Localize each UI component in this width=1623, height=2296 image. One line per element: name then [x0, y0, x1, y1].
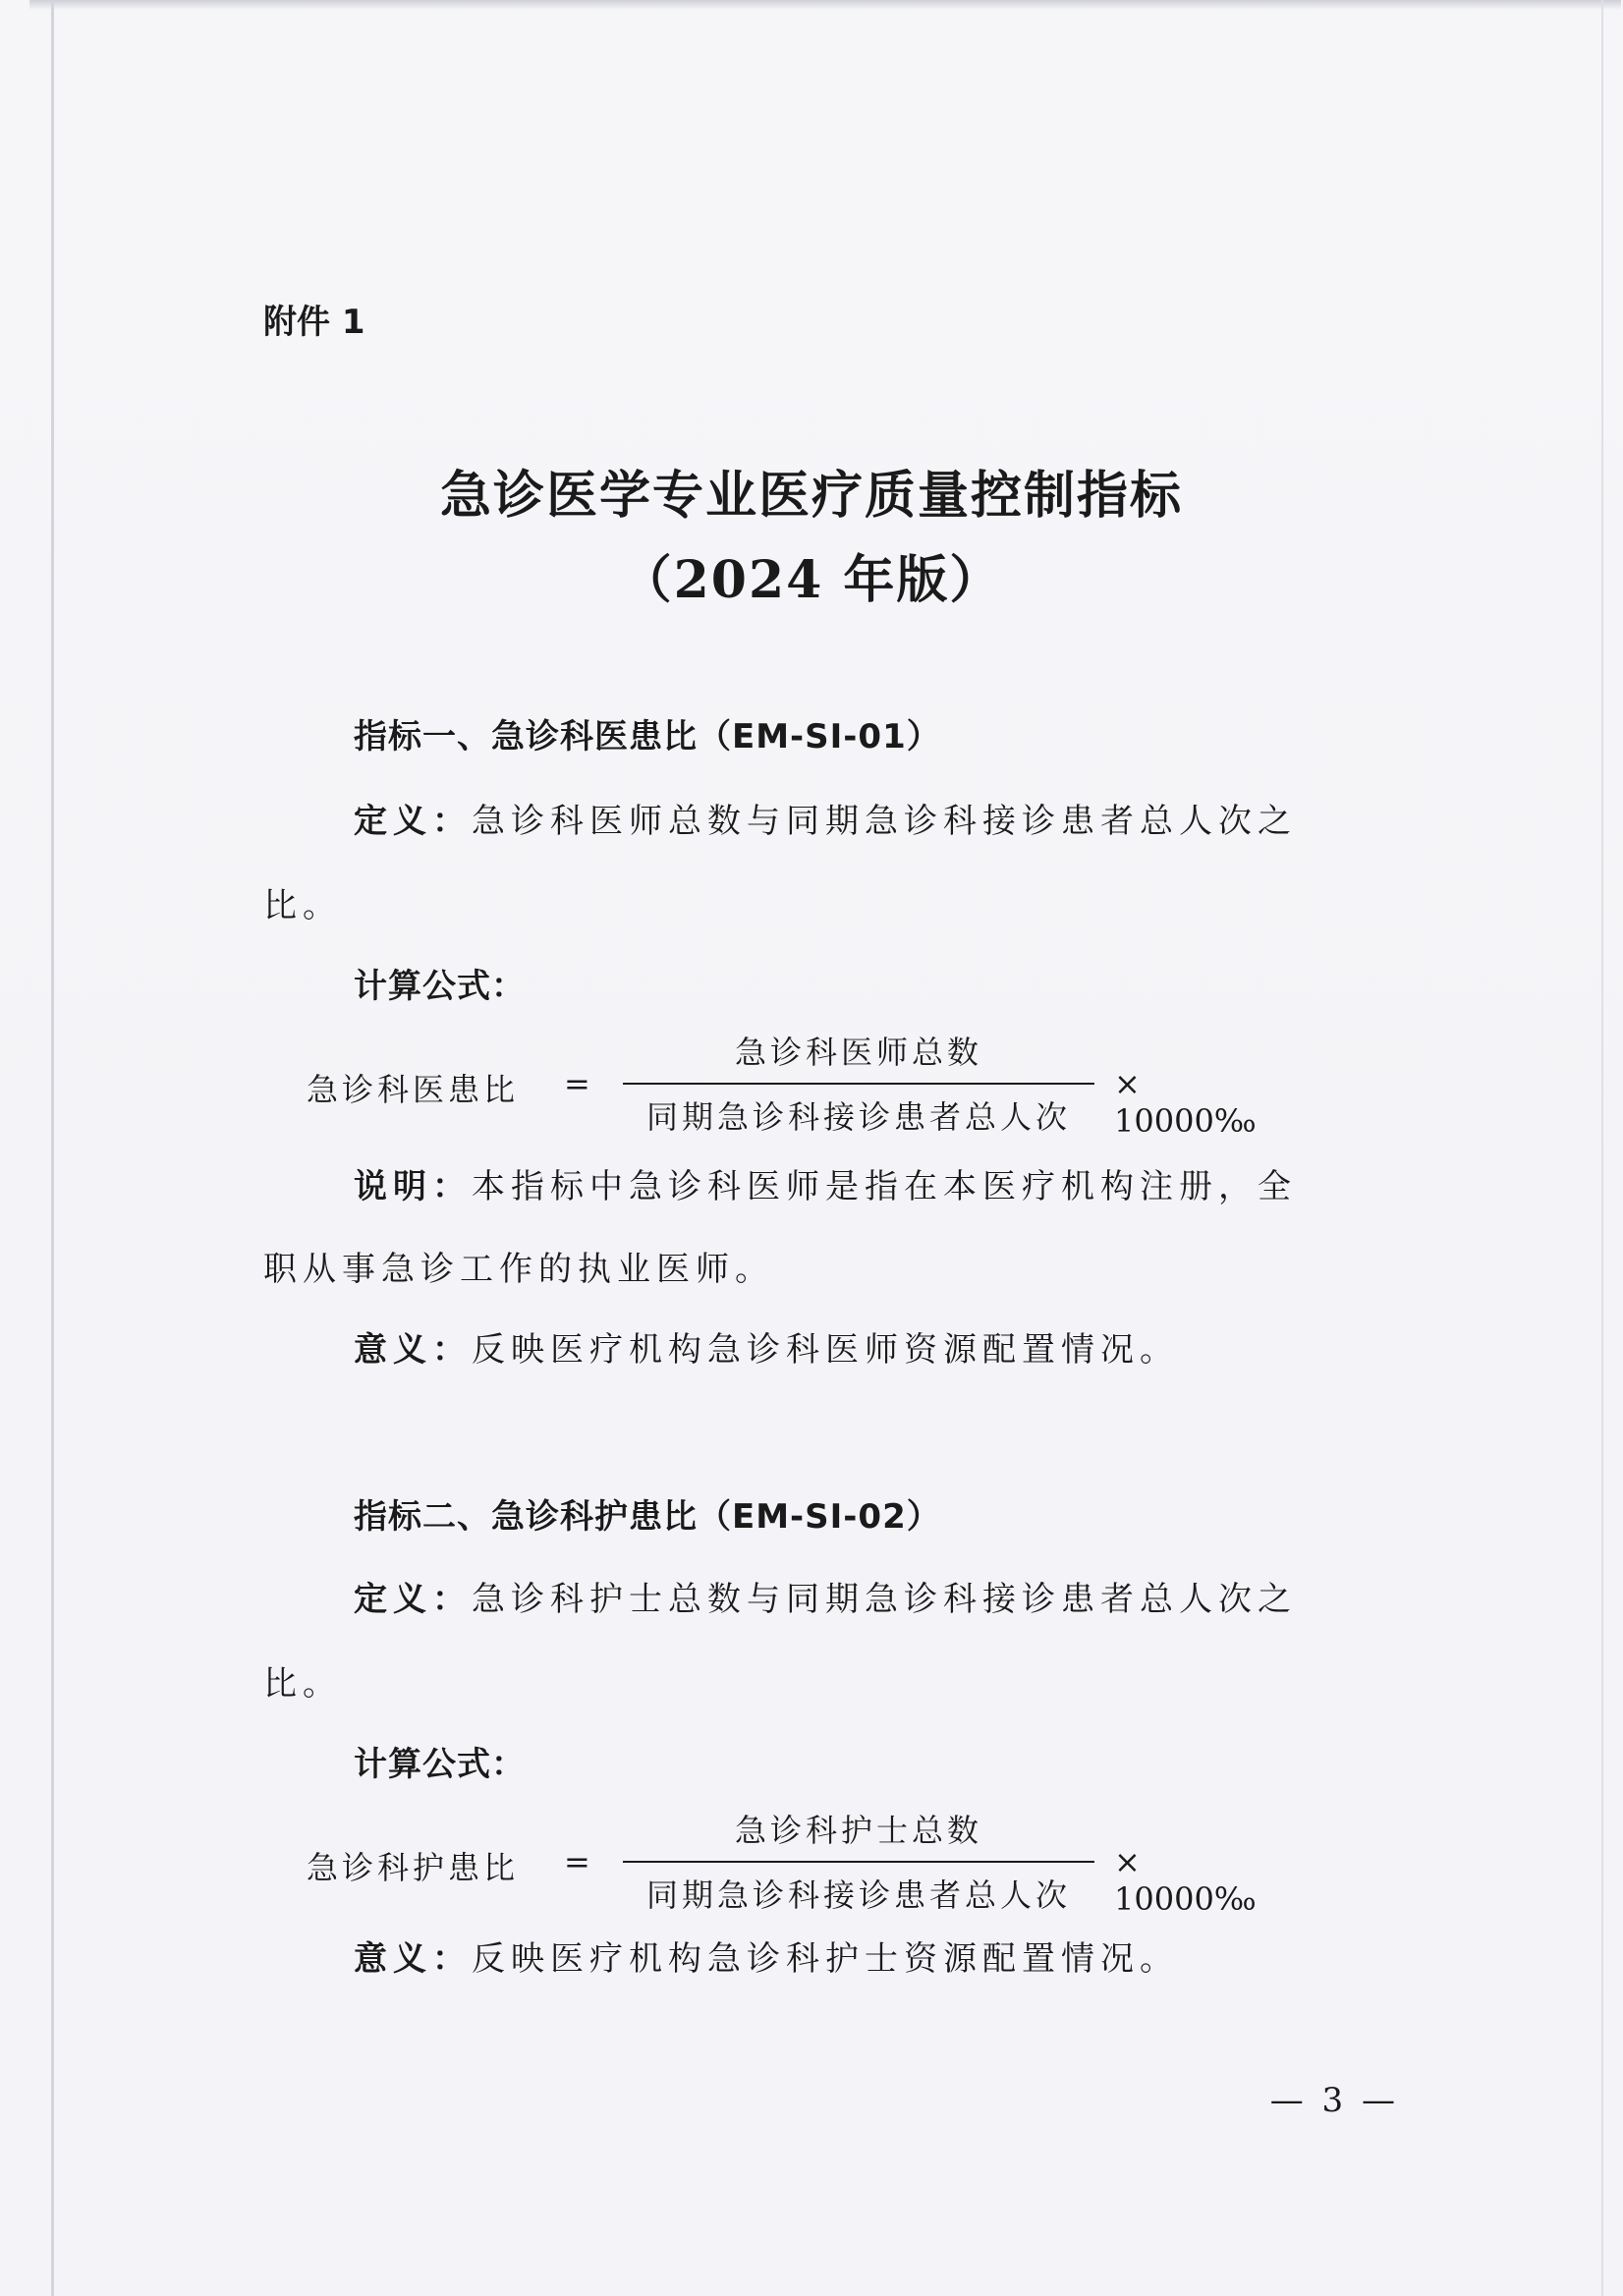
indicator1-meaning — [354, 1322, 1179, 1371]
meaning-text: 反映医疗机构急诊科护士资源配置情况。 — [472, 1939, 1179, 1979]
fraction-bar — [623, 1083, 1094, 1085]
formula-multiplier: × 10000‰ — [1114, 1065, 1257, 1140]
attachment-label: 附件 1 — [263, 303, 365, 342]
indicator2-heading: 指标二、急诊科护患比（EM-SI-02） — [354, 1497, 941, 1537]
formula-denominator: 同期急诊科接诊患者总人次 — [645, 1876, 1071, 1914]
indicator1-definition-cont: 比。 — [263, 886, 342, 925]
formula-numerator: 急诊科医师总数 — [734, 1034, 982, 1071]
indicator1-heading: 指标一、急诊科医患比（EM-SI-01） — [354, 717, 941, 756]
definition-label: 定义： — [354, 802, 472, 841]
indicator2-formula-label: 计算公式： — [354, 1745, 526, 1784]
formula-equals: = — [564, 1065, 594, 1102]
note-label: 说明： — [354, 1167, 472, 1206]
indicator1-formula-label: 计算公式： — [354, 967, 526, 1006]
meaning-text: 反映医疗机构急诊科医师资源配置情况。 — [472, 1330, 1179, 1370]
fraction-bar — [623, 1861, 1094, 1863]
formula-equals: = — [564, 1843, 594, 1880]
definition-label: 定义： — [354, 1580, 472, 1619]
document-title: 急诊医学专业医疗质量控制指标 — [439, 466, 1183, 526]
scan-edge-left — [51, 0, 54, 2296]
note-text: 本指标中急诊科医师是指在本医疗机构注册，全 — [472, 1167, 1297, 1206]
formula-multiplier: × 10000‰ — [1114, 1843, 1257, 1918]
page-number: — 3 — — [1269, 2081, 1399, 2120]
formula-numerator: 急诊科护士总数 — [734, 1812, 982, 1849]
formula-denominator: 同期急诊科接诊患者总人次 — [645, 1098, 1071, 1136]
indicator2-meaning — [354, 1932, 1179, 1980]
indicator1-definition — [354, 794, 1297, 842]
indicator1-formula — [307, 1028, 1289, 1146]
meaning-label: 意义： — [354, 1939, 472, 1979]
definition-text: 急诊科医师总数与同期急诊科接诊患者总人次之 — [472, 802, 1297, 841]
indicator1-note-cont: 职从事急诊工作的执业医师。 — [263, 1250, 774, 1289]
indicator2-formula — [307, 1806, 1289, 1924]
definition-text: 急诊科护士总数与同期急诊科接诊患者总人次之 — [472, 1580, 1297, 1619]
scan-edge-right — [1601, 0, 1603, 2296]
scan-edge-top — [29, 0, 1621, 10]
document-edition: （2024 年版） — [620, 550, 1003, 610]
formula-lhs: 急诊科医患比 — [307, 1071, 520, 1108]
formula-lhs: 急诊科护患比 — [307, 1849, 520, 1886]
meaning-label: 意义： — [354, 1330, 472, 1370]
indicator2-definition-cont: 比。 — [263, 1664, 342, 1704]
indicator2-definition — [354, 1572, 1297, 1620]
indicator1-note — [354, 1159, 1297, 1207]
